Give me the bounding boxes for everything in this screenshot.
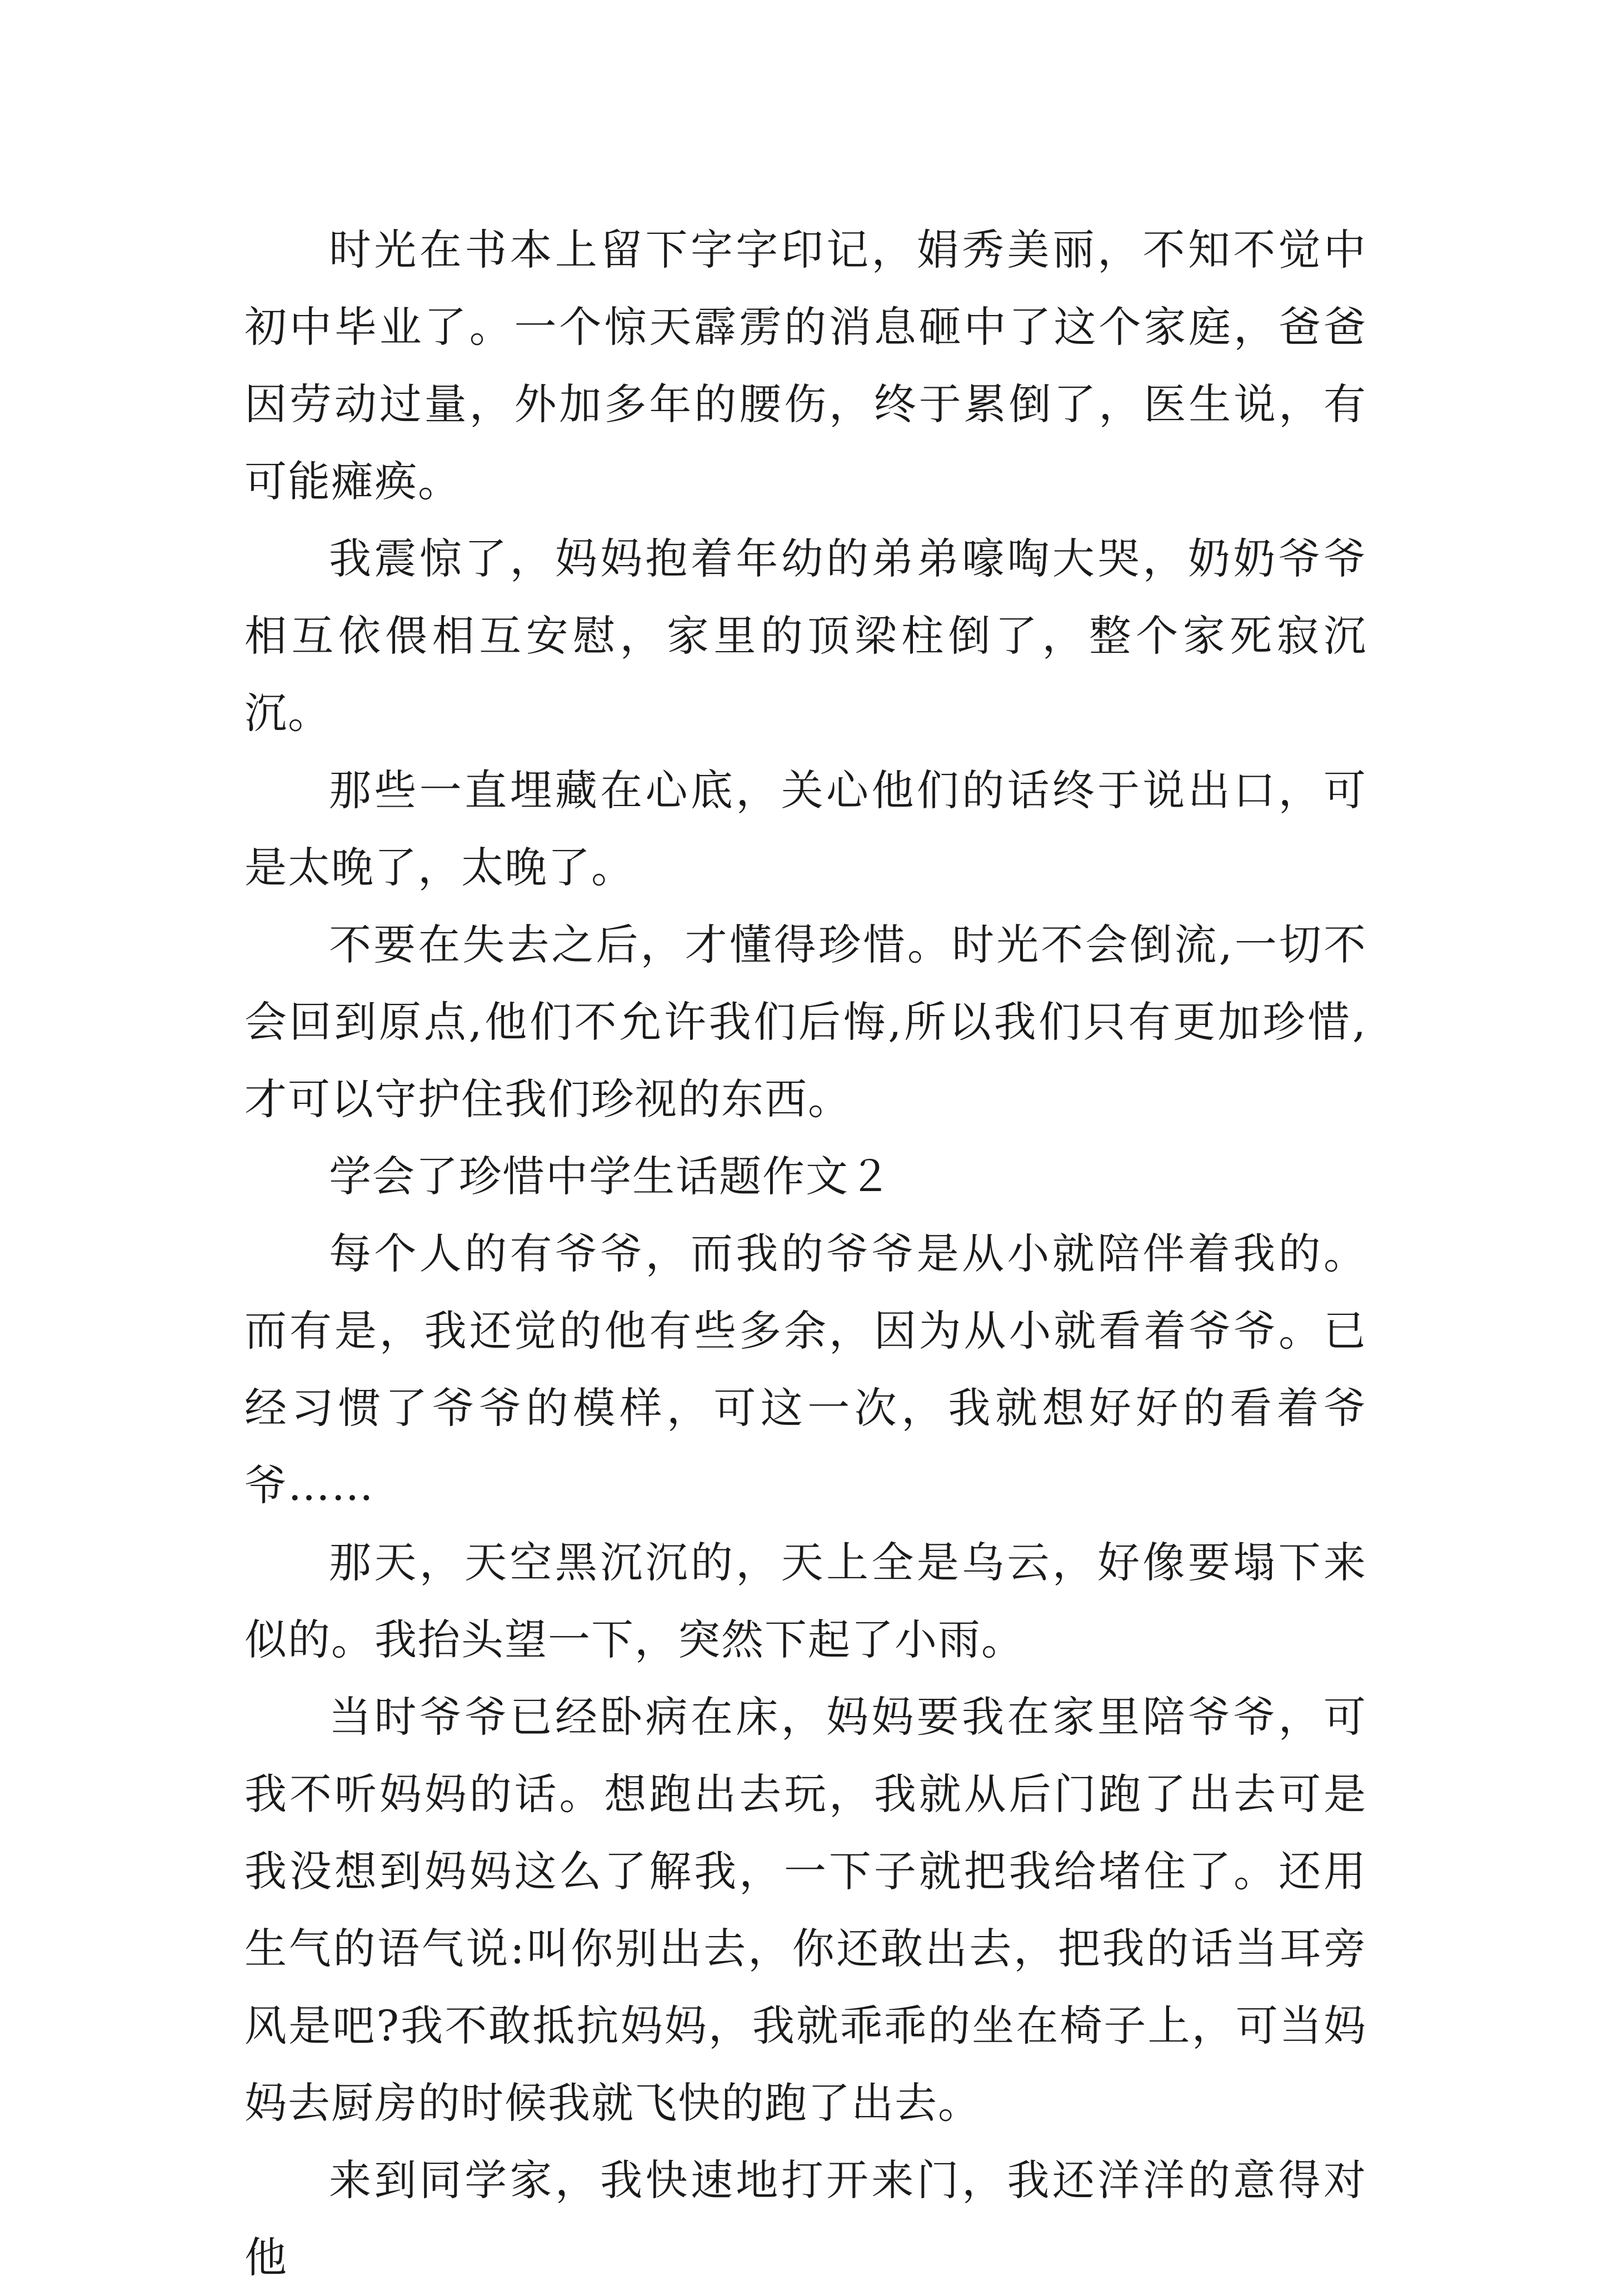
paragraph: 那天，天空黑沉沉的，天上全是乌云，好像要塌下来似的。我抬头望一下，突然下起了小雨。	[244, 1538, 1367, 1664]
paragraph: 那些一直埋藏在心底，关心他们的话终于说出口，可是太晚了，太晚了。	[244, 766, 1367, 892]
paragraph: 我震惊了，妈妈抱着年幼的弟弟嚎啕大哭，奶奶爷爷相互依偎相互安慰，家里的顶梁柱倒了，整个家死寂沉沉。	[244, 534, 1367, 738]
paragraph: 当时爷爷已经卧病在床，妈妈要我在家里陪爷爷，可我不听妈妈的话。想跑出去玩，我就从后门跑了出去可是我没想到妈妈这么了解我，一下子就把我给堵住了。还用生气的语气说:叫你别出去，你还敢出去，把我的话当耳旁风是吧?我不敢抵抗妈妈，我就乖乖的坐在椅子上，可当妈妈去厨房的时候我就飞快的跑了出去。	[244, 1692, 1367, 2128]
essay-subtitle: 学会了珍惜中学生话题作文２	[329, 1152, 892, 1201]
essay-body	[244, 211, 1367, 2296]
paragraph: 来到同学家，我快速地打开来门，我还洋洋的意得对他	[244, 2155, 1367, 2282]
paragraph: 不要在失去之后，才懂得珍惜。时光不会倒流,一切不会回到原点,他们不允许我们后悔,所以我们只有更加珍惜,才可以守护住我们珍视的东西。	[244, 920, 1367, 1124]
paragraph: 时光在书本上留下字字印记，娟秀美丽，不知不觉中初中毕业了。一个惊天霹雳的消息砸中了这个家庭，爸爸因劳动过量，外加多年的腰伤，终于累倒了，医生说，有可能瘫痪。	[244, 225, 1367, 506]
paragraph: 每个人的有爷爷，而我的爷爷是从小就陪伴着我的。而有是，我还觉的他有些多余，因为从小就看着爷爷。已经习惯了爷爷的模样，可这一次，我就想好好的看着爷爷……	[244, 1229, 1367, 1510]
